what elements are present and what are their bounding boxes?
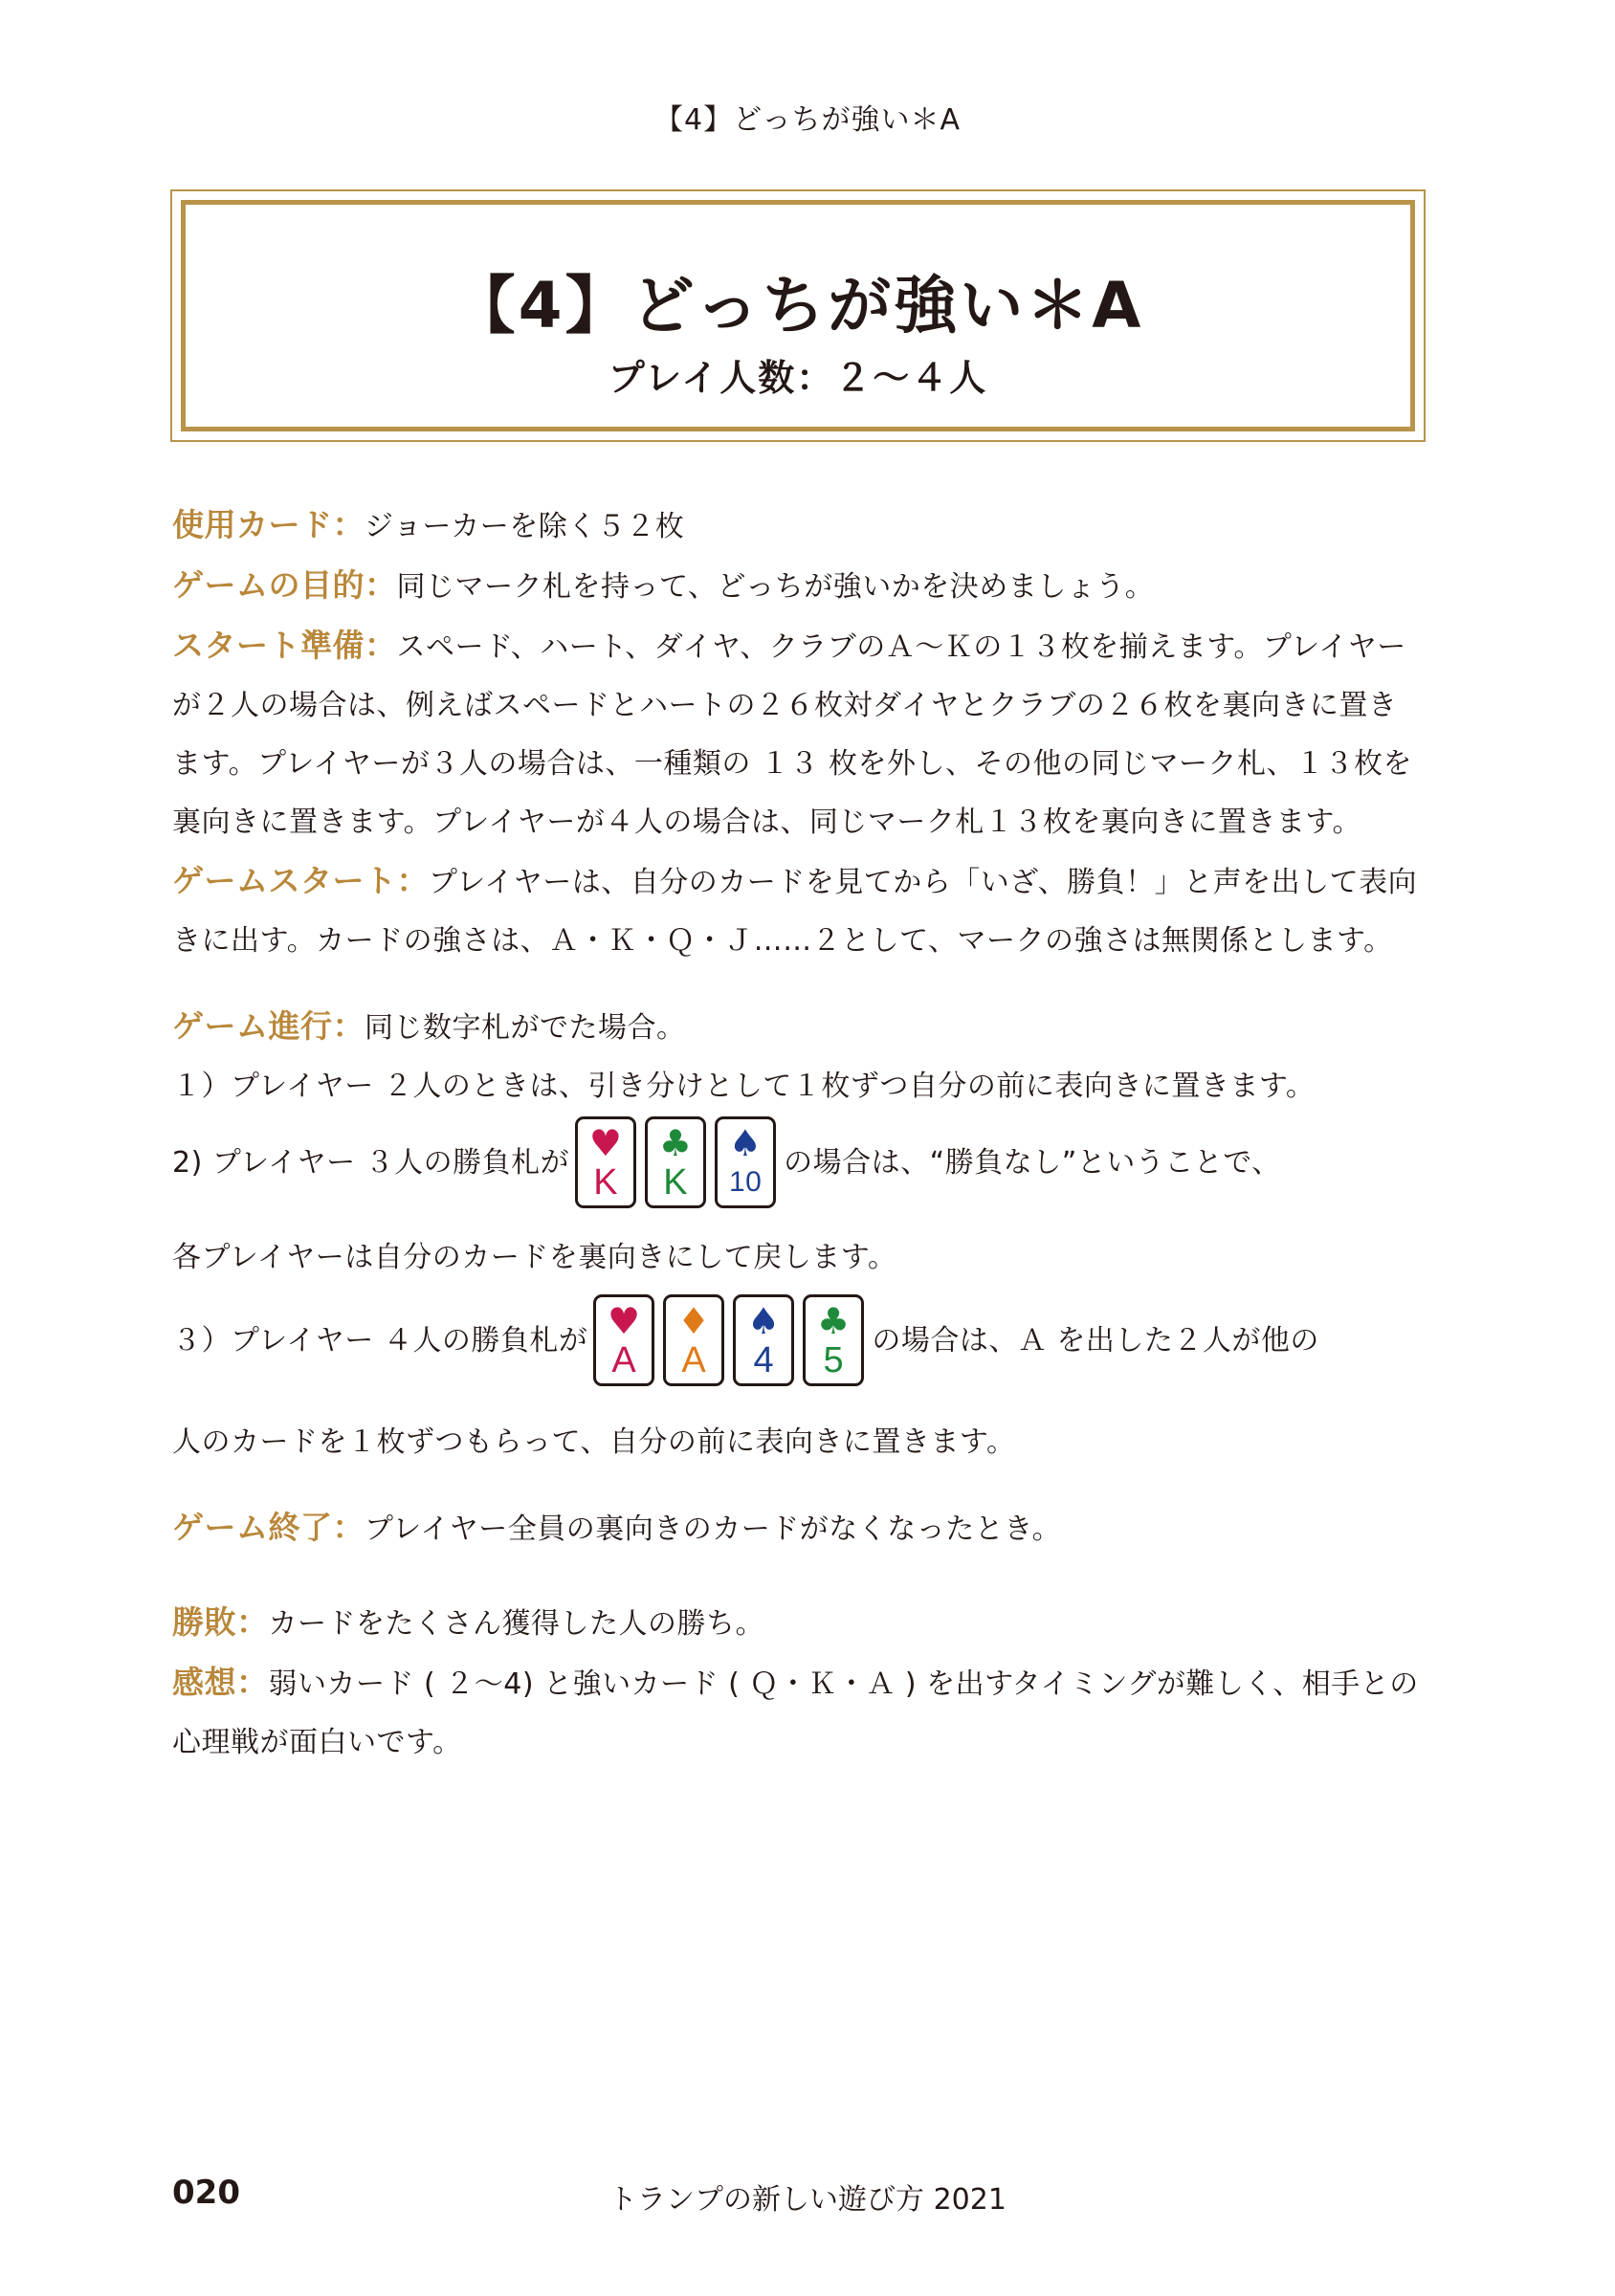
section-text: スペード、ハート、ダイヤ、クラブのＡ～Ｋの１３枚を揃えます。プレイヤーが２人の場合は、例えばスペードとハートの２６枚対ダイヤとクラブの２６枚を裏向きに置きます。プレイヤーが３人の場合は、一種類の １３ 枚を外し、その他の同じマーク札、１３枚を裏向きに置きます。プレイヤーが４人の場合は、同じマーク札１３枚を裏向きに置きます。 bbox=[172, 630, 1412, 839]
section-label: 使用カード： bbox=[172, 506, 365, 543]
page-title: 【4】どっちが強い＊A bbox=[452, 269, 1144, 342]
section-setup bbox=[172, 616, 1426, 851]
card-suit-icon: ♣ bbox=[658, 1122, 693, 1164]
card-suit-icon: ♣ bbox=[817, 1300, 851, 1342]
card-rank: A bbox=[611, 1340, 637, 1380]
card-rank: 4 bbox=[753, 1340, 775, 1380]
progress-rule-3-cont: 人のカードを１枚ずつもらって、自分の前に表向きに置きます。 bbox=[172, 1425, 1016, 1459]
section-text: プレイヤー全員の裏向きのカードがなくなったとき。 bbox=[365, 1512, 1062, 1546]
playing-card bbox=[575, 1116, 636, 1208]
section-start bbox=[172, 851, 1426, 970]
card-suit-icon: ♠ bbox=[747, 1300, 781, 1342]
section-label: 感想： bbox=[172, 1664, 269, 1701]
title-box bbox=[170, 189, 1426, 442]
playing-card bbox=[733, 1294, 794, 1386]
section-label: 勝敗： bbox=[172, 1603, 269, 1641]
card-rank: A bbox=[681, 1340, 707, 1380]
card-rank: 5 bbox=[823, 1340, 845, 1380]
card-group-three bbox=[575, 1116, 776, 1208]
card-group-four bbox=[593, 1294, 864, 1386]
card-rank: 10 bbox=[728, 1166, 763, 1198]
section-text: 同じマーク札を持って、どっちが強いかを決めましょう。 bbox=[396, 570, 1155, 604]
playing-card bbox=[645, 1116, 706, 1208]
section-label: ゲームの目的： bbox=[172, 566, 397, 604]
rule-text: ３）プレイヤー ４人の勝負札が bbox=[172, 1323, 588, 1358]
section-text: プレイヤーは、自分のカードを見てから「いざ、勝負！」と声を出して表向きに出す。カードの強さは、Ａ・Ｋ・Ｑ・Ｊ……２として、マークの強さは無関係とします。 bbox=[172, 866, 1418, 958]
rules-content bbox=[172, 496, 1426, 1772]
section-label: スタート準備： bbox=[172, 627, 397, 664]
section-purpose bbox=[172, 556, 1426, 616]
section-text: 弱いカード ( ２～4) と強いカード ( Ｑ・Ｋ・Ａ ) を出すタイミングが難しく、相手との心理戦が面白いです。 bbox=[172, 1667, 1419, 1759]
spacer bbox=[172, 1471, 1426, 1498]
playing-card bbox=[663, 1294, 724, 1386]
card-rank: K bbox=[593, 1162, 619, 1203]
section-cards-used bbox=[172, 496, 1426, 556]
progress-rule-2-cont: 各プレイヤーは自分のカードを裏向きにして戻します。 bbox=[172, 1241, 897, 1274]
progress-rule-2 bbox=[172, 1115, 1426, 1209]
playing-card bbox=[593, 1294, 654, 1386]
section-label: ゲーム進行： bbox=[172, 1007, 365, 1045]
section-progress bbox=[172, 997, 1426, 1057]
card-suit-icon: ♦ bbox=[677, 1300, 711, 1342]
section-text: ジョーカーを除く５２枚 bbox=[365, 510, 685, 543]
rule-text: の場合は、Ａ を出した２人が他の bbox=[872, 1323, 1319, 1358]
player-count: プレイ人数：２～４人 bbox=[608, 356, 988, 399]
section-text: カードをたくさん獲得した人の勝ち。 bbox=[268, 1607, 764, 1641]
section-text: 同じ数字札がでた場合。 bbox=[365, 1011, 686, 1045]
section-result bbox=[172, 1593, 1426, 1653]
card-suit-icon: ♠ bbox=[728, 1122, 763, 1164]
progress-rule-1: １）プレイヤー ２人のときは、引き分けとして１枚ずつ自分の前に表向きに置きます。 bbox=[172, 1070, 1316, 1103]
card-rank: K bbox=[663, 1162, 689, 1203]
page-number: 020 bbox=[172, 2174, 240, 2212]
spacer bbox=[172, 1558, 1426, 1593]
progress-rule-3 bbox=[172, 1287, 1426, 1394]
rule-text: 2) プレイヤー ３人の勝負札が bbox=[172, 1145, 570, 1180]
playing-card bbox=[715, 1116, 776, 1208]
section-label: ゲームスタート： bbox=[172, 862, 429, 899]
playing-card bbox=[803, 1294, 864, 1386]
section-end bbox=[172, 1498, 1426, 1558]
card-suit-icon: ♥ bbox=[608, 1300, 641, 1342]
spacer bbox=[172, 970, 1426, 997]
book-title: トランプの新しい遊び方 2021 bbox=[608, 2183, 1007, 2217]
card-suit-icon: ♥ bbox=[588, 1122, 623, 1164]
running-head: 【4】どっちが強い＊A bbox=[653, 103, 961, 137]
rule-text: の場合は、“勝負なし”ということで、 bbox=[784, 1145, 1281, 1180]
section-label: ゲーム終了： bbox=[172, 1509, 365, 1546]
section-impression bbox=[172, 1653, 1426, 1772]
